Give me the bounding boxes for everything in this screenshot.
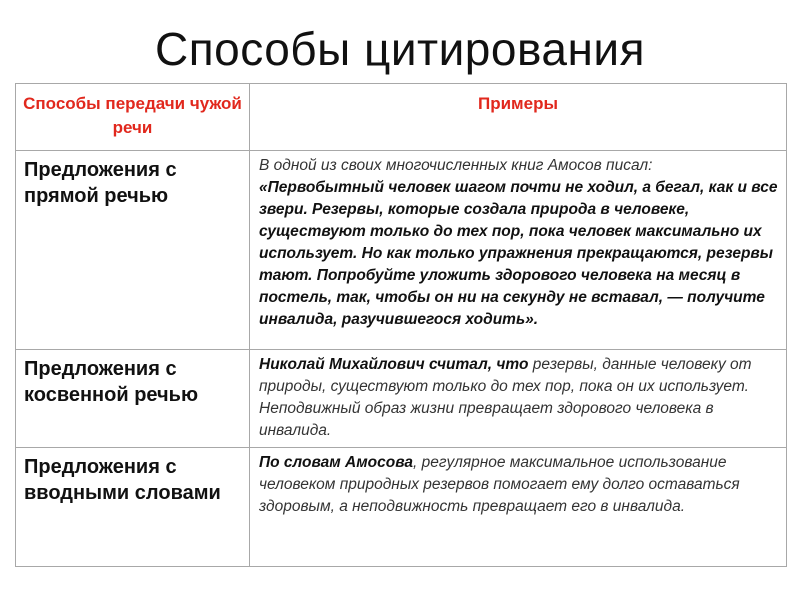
method-cell <box>16 448 250 567</box>
example-rest: резервы, данные человеку от природы, существуют только до тех пор, пока он их использует. Неподвижный образ жизни превращает здорового человека в инвалида. <box>259 356 752 439</box>
example-parenthetical <box>250 448 786 518</box>
example-intro: В одной из своих многочисленных книг Амосов писал: <box>259 157 653 174</box>
method-cell <box>16 350 250 448</box>
example-indirect-speech <box>250 350 786 442</box>
method-label-indirect-speech: Предложения с косвенной речью <box>24 358 199 406</box>
example-cell <box>250 151 787 350</box>
header-methods-label: Способы передачи чужой речи <box>23 94 242 137</box>
method-label-direct-speech: Предложения с прямой речью <box>24 159 177 207</box>
table-header-row <box>16 84 787 151</box>
slide-title: Способы цитирования <box>155 23 645 75</box>
example-direct-speech <box>250 151 786 331</box>
example-lead: По словам Амосова <box>259 454 413 471</box>
table-row <box>16 350 787 448</box>
example-lead: Николай Михайлович считал, что <box>259 356 529 373</box>
header-cell-examples <box>250 84 787 151</box>
method-label-parenthetical: Предложения с вводными словами <box>24 456 221 504</box>
example-cell <box>250 448 787 567</box>
header-examples-label: Примеры <box>478 94 558 113</box>
citation-methods-table <box>15 83 787 567</box>
table-row <box>16 151 787 350</box>
table-row <box>16 448 787 567</box>
method-cell <box>16 151 250 350</box>
example-rest: , регулярное максимальное использование человеком природных резервов помогает ему долго оставаться здоровым, а неподвижность превращает его в инвалида. <box>259 454 740 515</box>
example-quote: «Первобытный человек шагом почти не ходил, а бегал, как и все звери. Резервы, которые создала природа в человеке, существуют только до тех пор, пока человек максимально их использует. Но как только упражнения прекращаются, резервы тают. Попробуйте уложить здорового человека на месяц в постель, так, чтобы он ни на секунду не вставал, — получите инвалида, разучившегося ходить». <box>259 179 778 328</box>
header-cell-methods <box>16 84 250 151</box>
example-cell <box>250 350 787 448</box>
